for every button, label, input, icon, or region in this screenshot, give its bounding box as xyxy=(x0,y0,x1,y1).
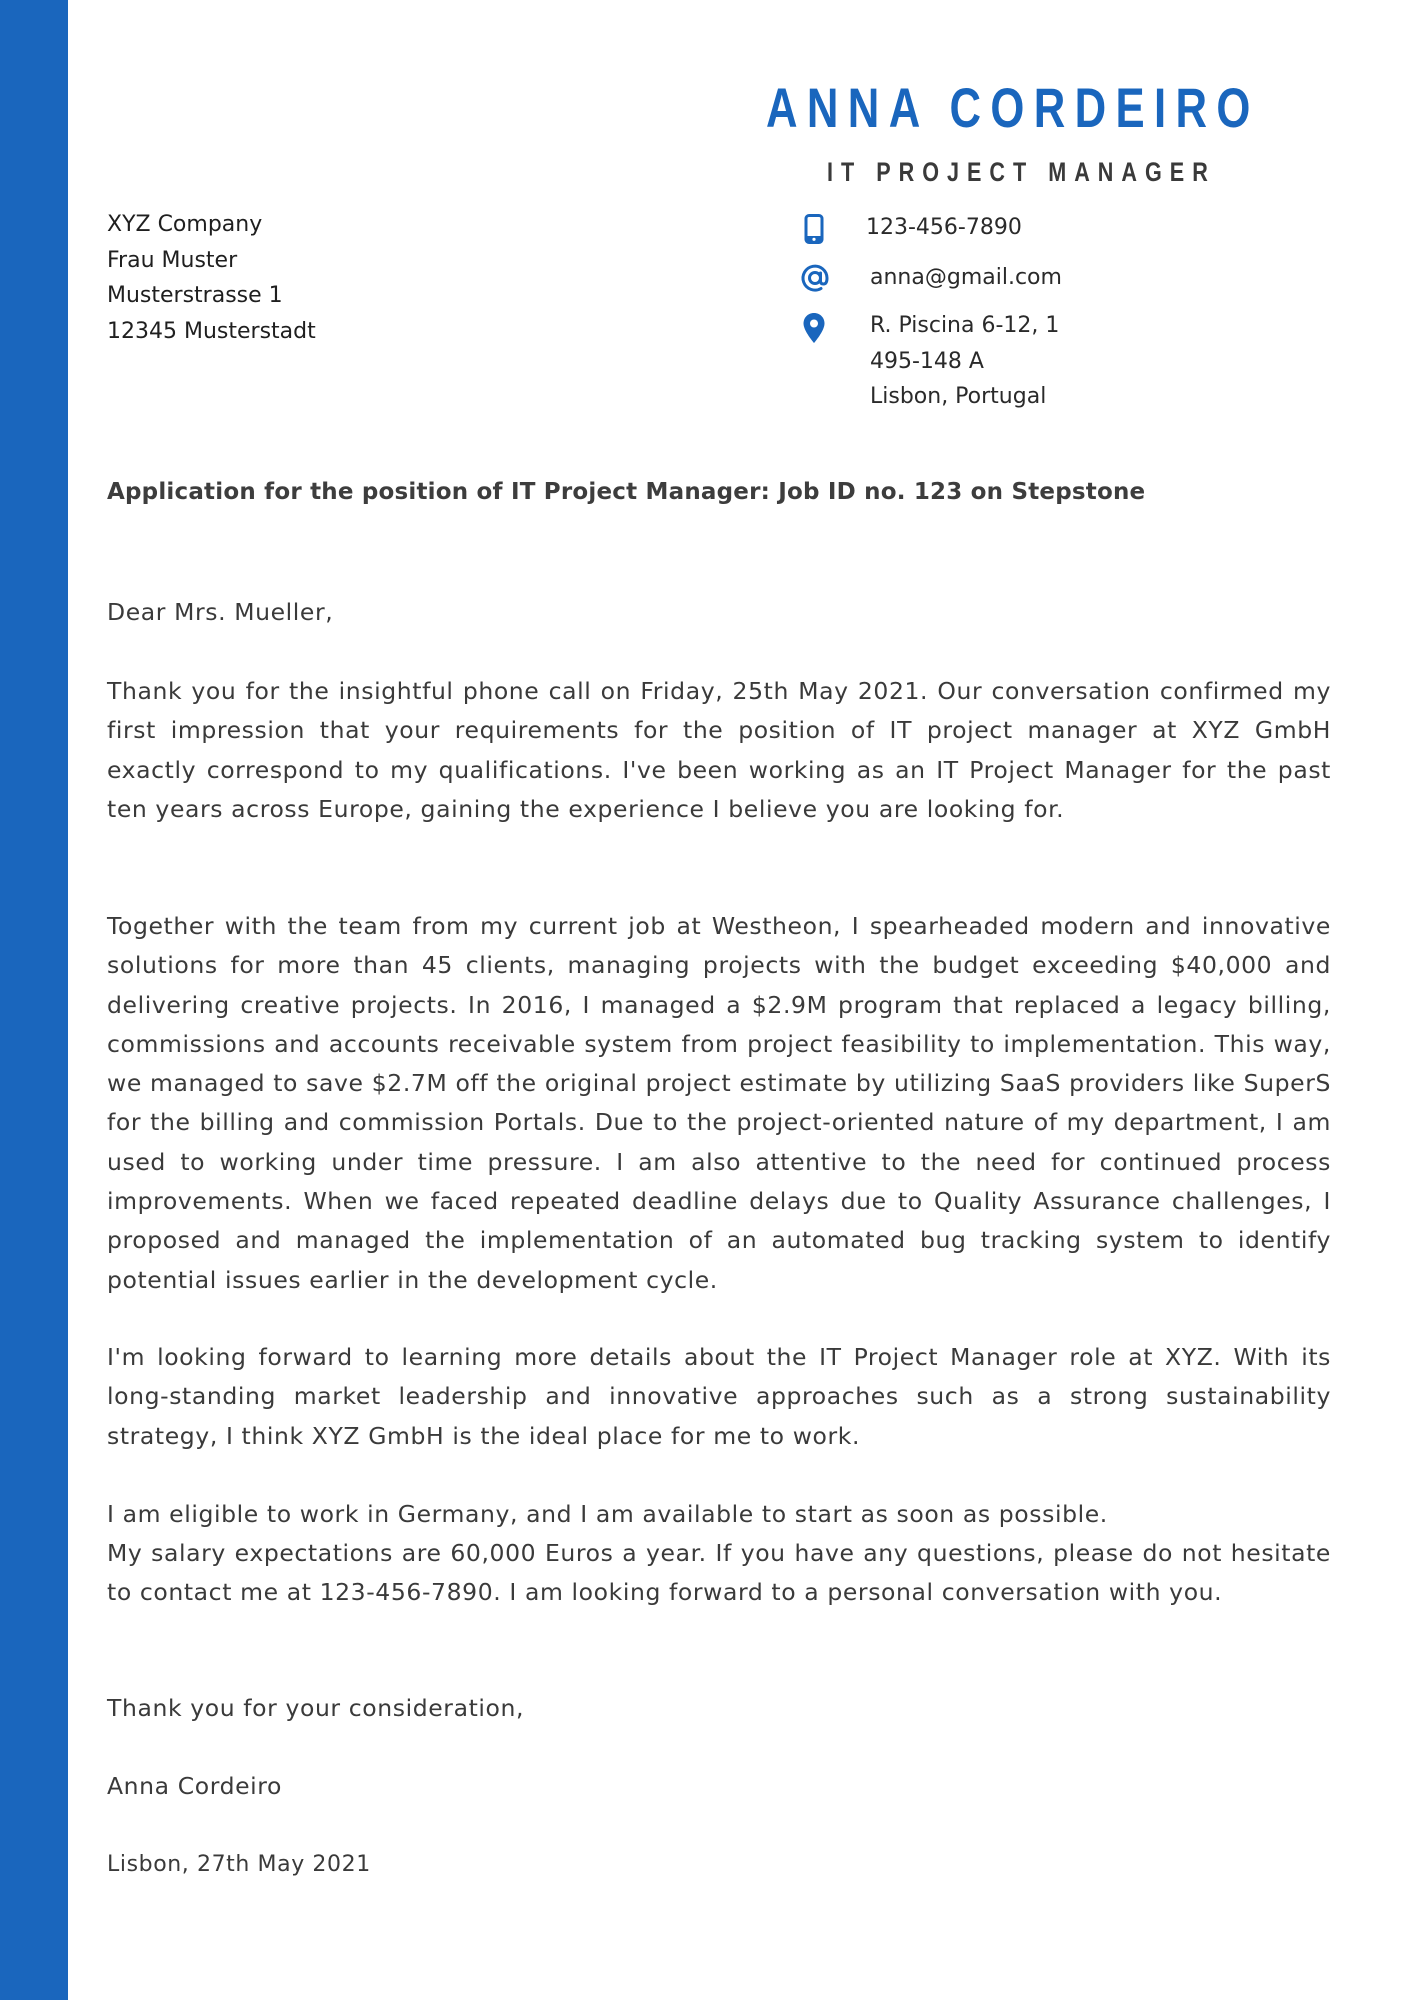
letter-salutation: Dear Mrs. Mueller, xyxy=(107,598,334,626)
contact-address-line-3: Lisbon, Portugal xyxy=(870,384,1047,409)
letter-paragraph-1: Thank you for the insightful phone call on Friday, 25th May 2021. Our conversation confirmed my first impression that your requirements for the position of IT project manager at XYZ GmbH exactly correspond to my qualifications. I've been working as an IT Project Manager for the past ten years across Europe, gaining the experience I believe you are looking for. xyxy=(107,677,1331,823)
recipient-city: 12345 Musterstadt xyxy=(107,318,316,344)
applicant-name: ANNA CORDEIRO xyxy=(766,76,1260,139)
letter-closing: Thank you for your consideration, xyxy=(107,1694,525,1722)
map-pin-icon xyxy=(802,312,826,344)
contact-address-line-1: R. Piscina 6-12, 1 xyxy=(870,313,1060,338)
recipient-company: XYZ Company xyxy=(107,212,263,237)
letter-place-date: Lisbon, 27th May 2021 xyxy=(107,1852,371,1877)
letter-paragraph-3: I'm looking forward to learning more details about the IT Project Manager role at XYZ. With its long-standing market leadership and innovative approaches such as a strong sustainability strategy, I think XYZ GmbH is the ideal place for me to work. xyxy=(107,1343,1331,1450)
recipient-contact-person: Frau Muster xyxy=(107,247,238,273)
recipient-address-block xyxy=(107,207,316,349)
recipient-street: Musterstrasse 1 xyxy=(107,283,283,308)
contact-email[interactable]: anna@gmail.com xyxy=(870,265,1062,290)
accent-sidebar-bar xyxy=(0,0,68,2000)
job-title: IT PROJECT MANAGER xyxy=(827,157,1216,187)
at-sign-icon xyxy=(800,262,830,294)
letter-signature: Anna Cordeiro xyxy=(107,1772,282,1800)
letter-paragraph-4: My salary expectations are 60,000 Euros a year. If you have any questions, please do not hesitate to contact me at 123-456-7890. I am looking forward to a personal conversation with you. xyxy=(107,1539,1331,1607)
letter-paragraph-2: Together with the team from my current job at Westheon, I spearheaded modern and innovative solutions for more than 45 clients, managing projects with the budget exceeding $40,000 and delivering creative projects. In 2016, I managed a $2.9M program that replaced a legacy billing, commissions and accounts receivable system from project feasibility to implementation. This way, we managed to save $2.7M off the original project estimate by utilizing SaaS providers like SuperS for the billing and commission Portals. Due to the project-oriented nature of my department, I am used to working under time pressure. I am also attentive to the need for continued process improvements. When we faced repeated deadline delays due to Quality Assurance challenges, I proposed and managed the implementation of an automated bug tracking system to identify potential issues earlier in the development cycle. xyxy=(107,912,1331,1294)
contact-address-line-2: 495-148 A xyxy=(870,348,984,374)
letter-subject: Application for the position of IT Project Manager: Job ID no. 123 on Stepstone xyxy=(107,479,1146,505)
contact-phone: 123-456-7890 xyxy=(866,215,1022,240)
letter-paragraph-4-line-1: I am eligible to work in Germany, and I am available to start as soon as possible. xyxy=(107,1500,1108,1528)
smartphone-icon xyxy=(804,214,832,248)
